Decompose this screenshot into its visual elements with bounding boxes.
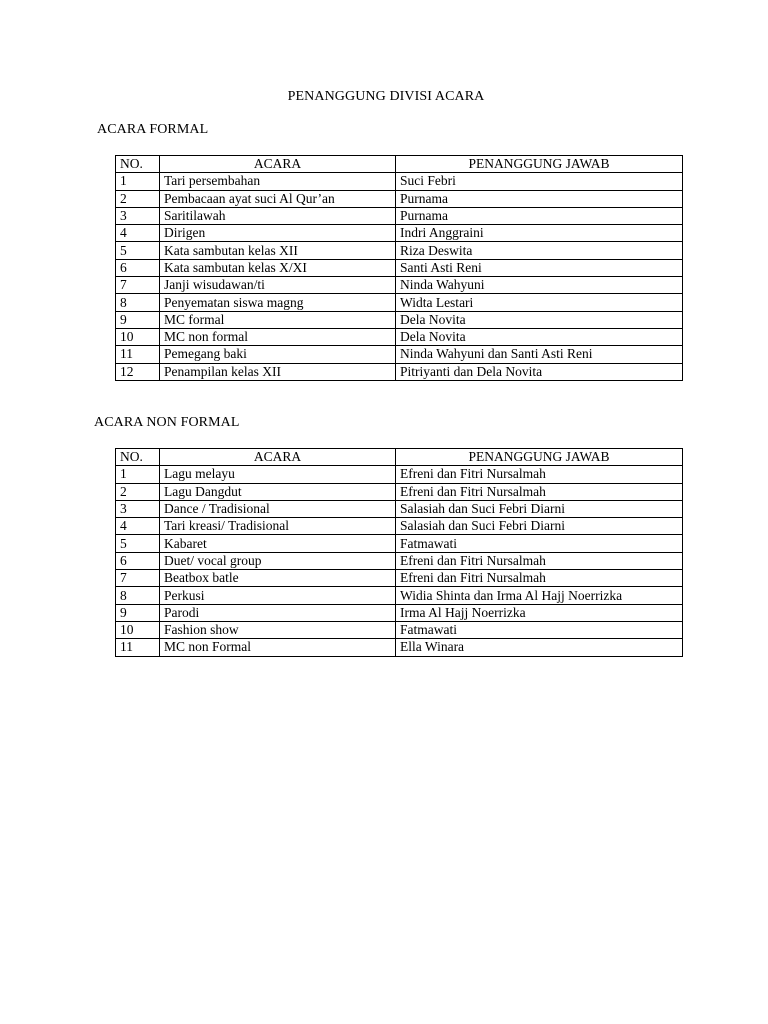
cell-no: 1 [116, 466, 160, 483]
column-header-penanggung-jawab: PENANGGUNG JAWAB [396, 156, 683, 173]
cell-penanggung-jawab: Fatmawati [396, 621, 683, 638]
table-header-row [116, 449, 683, 466]
cell-no: 3 [116, 500, 160, 517]
cell-no: 7 [116, 570, 160, 587]
cell-no: 7 [116, 277, 160, 294]
cell-penanggung-jawab: Efreni dan Fitri Nursalmah [396, 483, 683, 500]
cell-acara: Lagu melayu [160, 466, 396, 483]
table-row [116, 552, 683, 569]
cell-acara: Dance / Tradisional [160, 500, 396, 517]
cell-penanggung-jawab: Ninda Wahyuni dan Santi Asti Reni [396, 346, 683, 363]
table-row [116, 621, 683, 638]
cell-penanggung-jawab: Indri Anggraini [396, 225, 683, 242]
cell-penanggung-jawab: Dela Novita [396, 328, 683, 345]
cell-acara: Kata sambutan kelas XII [160, 242, 396, 259]
cell-penanggung-jawab: Riza Deswita [396, 242, 683, 259]
cell-no: 9 [116, 604, 160, 621]
table-row [116, 277, 683, 294]
table-row [116, 225, 683, 242]
cell-no: 2 [116, 483, 160, 500]
formal-table [115, 155, 683, 381]
table-row [116, 587, 683, 604]
cell-acara: MC formal [160, 311, 396, 328]
cell-penanggung-jawab: Irma Al Hajj Noerrizka [396, 604, 683, 621]
cell-acara: Pembacaan ayat suci Al Qur’an [160, 190, 396, 207]
table-row [116, 604, 683, 621]
table-row [116, 294, 683, 311]
cell-acara: MC non Formal [160, 639, 396, 656]
cell-no: 3 [116, 207, 160, 224]
cell-penanggung-jawab: Ninda Wahyuni [396, 277, 683, 294]
table-row [116, 346, 683, 363]
table-row [116, 466, 683, 483]
nonformal-table [115, 448, 683, 657]
cell-no: 10 [116, 621, 160, 638]
table-row [116, 190, 683, 207]
section-heading-nonformal: ACARA NON FORMAL [94, 415, 240, 430]
cell-acara: Kabaret [160, 535, 396, 552]
cell-acara: Lagu Dangdut [160, 483, 396, 500]
cell-acara: Perkusi [160, 587, 396, 604]
column-header-penanggung-jawab: PENANGGUNG JAWAB [396, 449, 683, 466]
cell-penanggung-jawab: Ella Winara [396, 639, 683, 656]
column-header-acara: ACARA [160, 449, 396, 466]
cell-acara: Kata sambutan kelas X/XI [160, 259, 396, 276]
cell-no: 9 [116, 311, 160, 328]
column-header-no: NO. [116, 449, 160, 466]
cell-penanggung-jawab: Efreni dan Fitri Nursalmah [396, 570, 683, 587]
table-row [116, 363, 683, 380]
document-title: PENANGGUNG DIVISI ACARA [287, 89, 485, 104]
cell-no: 12 [116, 363, 160, 380]
table-row [116, 259, 683, 276]
cell-penanggung-jawab: Santi Asti Reni [396, 259, 683, 276]
section-heading-formal: ACARA FORMAL [97, 122, 209, 137]
cell-penanggung-jawab: Fatmawati [396, 535, 683, 552]
cell-acara: Janji wisudawan/ti [160, 277, 396, 294]
cell-no: 8 [116, 294, 160, 311]
cell-no: 1 [116, 173, 160, 190]
cell-acara: Fashion show [160, 621, 396, 638]
table-row [116, 242, 683, 259]
cell-penanggung-jawab: Purnama [396, 190, 683, 207]
cell-penanggung-jawab: Purnama [396, 207, 683, 224]
table-row [116, 500, 683, 517]
cell-acara: Duet/ vocal group [160, 552, 396, 569]
cell-acara: Tari kreasi/ Tradisional [160, 518, 396, 535]
table-row [116, 570, 683, 587]
cell-no: 11 [116, 639, 160, 656]
column-header-no: NO. [116, 156, 160, 173]
table-row [116, 328, 683, 345]
cell-penanggung-jawab: Widia Shinta dan Irma Al Hajj Noerrizka [396, 587, 683, 604]
cell-penanggung-jawab: Suci Febri [396, 173, 683, 190]
cell-penanggung-jawab: Salasiah dan Suci Febri Diarni [396, 518, 683, 535]
cell-acara: Penampilan kelas XII [160, 363, 396, 380]
cell-acara: Dirigen [160, 225, 396, 242]
cell-acara: Saritilawah [160, 207, 396, 224]
table-row [116, 207, 683, 224]
cell-penanggung-jawab: Widta Lestari [396, 294, 683, 311]
cell-penanggung-jawab: Dela Novita [396, 311, 683, 328]
table-header-row [116, 156, 683, 173]
cell-no: 8 [116, 587, 160, 604]
cell-no: 11 [116, 346, 160, 363]
cell-no: 5 [116, 242, 160, 259]
cell-penanggung-jawab: Salasiah dan Suci Febri Diarni [396, 500, 683, 517]
cell-no: 5 [116, 535, 160, 552]
cell-acara: Beatbox batle [160, 570, 396, 587]
cell-penanggung-jawab: Efreni dan Fitri Nursalmah [396, 552, 683, 569]
cell-no: 6 [116, 259, 160, 276]
table-row [116, 173, 683, 190]
cell-no: 10 [116, 328, 160, 345]
table-row [116, 483, 683, 500]
cell-penanggung-jawab: Pitriyanti dan Dela Novita [396, 363, 683, 380]
table-row [116, 311, 683, 328]
table-row [116, 535, 683, 552]
column-header-acara: ACARA [160, 156, 396, 173]
cell-acara: MC non formal [160, 328, 396, 345]
cell-acara: Parodi [160, 604, 396, 621]
table-row [116, 518, 683, 535]
cell-acara: Tari persembahan [160, 173, 396, 190]
cell-no: 6 [116, 552, 160, 569]
cell-acara: Pemegang baki [160, 346, 396, 363]
table-row [116, 639, 683, 656]
cell-no: 4 [116, 225, 160, 242]
cell-no: 4 [116, 518, 160, 535]
cell-no: 2 [116, 190, 160, 207]
cell-acara: Penyematan siswa magng [160, 294, 396, 311]
cell-penanggung-jawab: Efreni dan Fitri Nursalmah [396, 466, 683, 483]
